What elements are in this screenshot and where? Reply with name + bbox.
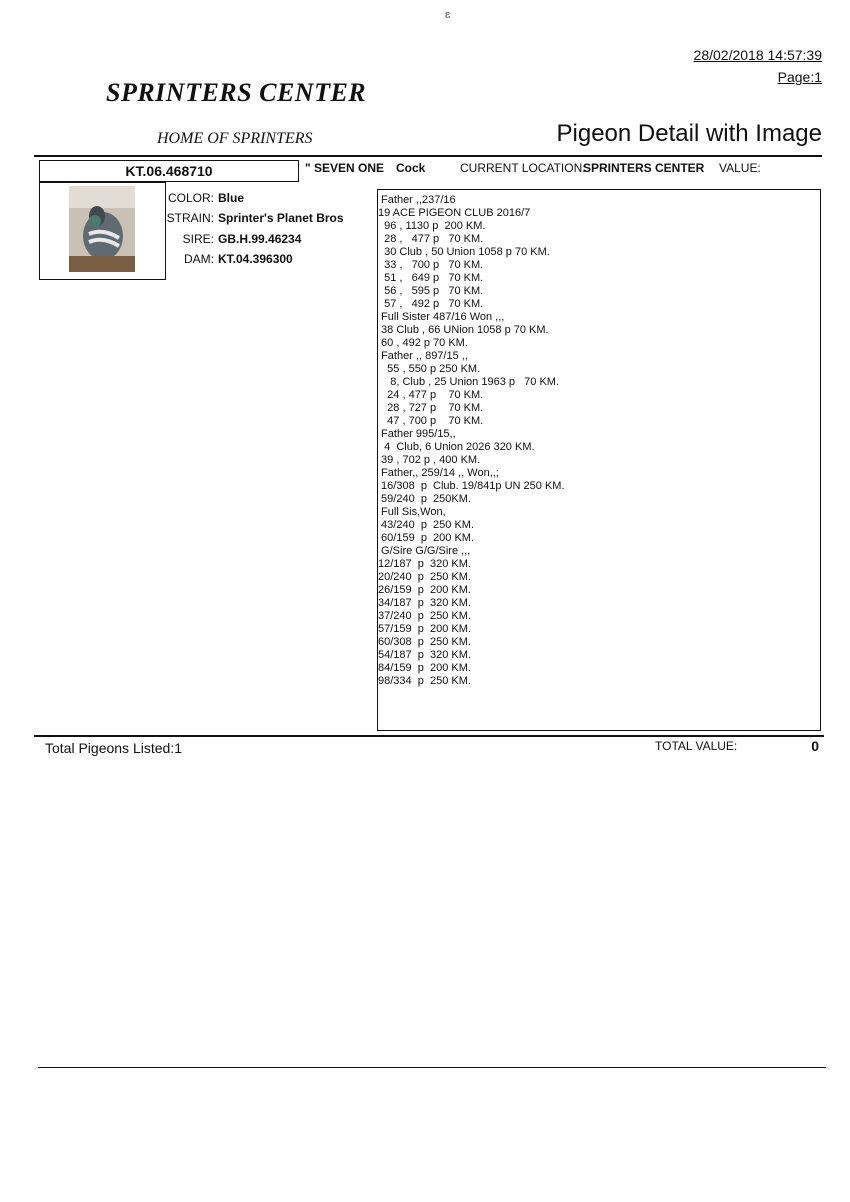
performance-notes-box: [377, 189, 821, 731]
report-title: Pigeon Detail with Image: [556, 120, 822, 147]
strain-label: STRAIN:: [166, 211, 214, 225]
note-line: 16/308 p Club. 19/841p UN 250 KM.: [378, 480, 565, 492]
note-line: 24 , 477 p 70 KM.: [378, 389, 484, 401]
note-line: 43/240 p 250 KM.: [378, 519, 475, 531]
total-value-label: TOTAL VALUE:: [655, 739, 738, 753]
pigeon-sex: Cock: [396, 161, 426, 175]
note-line: 38 Club , 66 UNion 1058 p 70 KM.: [378, 324, 549, 336]
note-line: 96 , 1130 p 200 KM.: [378, 220, 486, 232]
company-name: SPRINTERS CENTER: [106, 78, 367, 107]
footer-divider: [38, 1067, 826, 1068]
total-pigeons-listed: Total Pigeons Listed:1: [45, 740, 182, 756]
value-label: VALUE:: [719, 161, 761, 175]
note-line: 12/187 p 320 KM.: [378, 558, 471, 570]
note-line: 26/159 p 200 KM.: [378, 584, 471, 596]
color-label: COLOR:: [167, 191, 214, 205]
note-line: 37/240 p 250 KM.: [378, 610, 471, 622]
report-datetime: 28/02/2018 14:57:39: [693, 47, 822, 63]
note-line: 60/159 p 200 KM.: [378, 532, 475, 544]
page-number: Page:1: [777, 69, 822, 85]
note-line: 33 , 700 p 70 KM.: [378, 259, 484, 271]
note-line: 4 Club, 6 Union 2026 320 KM.: [378, 441, 535, 453]
note-line: 39 , 702 p , 400 KM.: [378, 454, 481, 466]
location-label: CURRENT LOCATION:: [460, 161, 586, 175]
note-line: 55 , 550 p 250 KM.: [378, 363, 481, 375]
dam-label: DAM:: [184, 252, 214, 266]
note-line: 60 , 492 p 70 KM.: [378, 337, 468, 349]
note-line: 30 Club , 50 Union 1058 p 70 KM.: [378, 246, 550, 258]
scan-mark: ꮛ: [445, 6, 451, 21]
note-line: 28 , 727 p 70 KM.: [378, 402, 484, 414]
note-line: 51 , 649 p 70 KM.: [378, 272, 484, 284]
summary-divider: [34, 735, 824, 737]
note-line: 19 ACE PIGEON CLUB 2016/7: [378, 207, 531, 219]
note-line: 84/159 p 200 KM.: [378, 662, 471, 674]
ring-number: KT.06.468710: [39, 160, 299, 182]
dam-value: KT.04.396300: [218, 252, 293, 266]
note-line: 47 , 700 p 70 KM.: [378, 415, 484, 427]
note-line: 34/187 p 320 KM.: [378, 597, 471, 609]
strain-value: Sprinter's Planet Bros: [218, 211, 344, 225]
note-line: 8, Club , 25 Union 1963 p 70 KM.: [378, 376, 559, 388]
company-tagline: HOME OF SPRINTERS: [157, 130, 313, 147]
note-line: G/Sire G/G/Sire ,,,: [378, 545, 471, 557]
note-line: Father,, 259/14 ,, Won,,;: [378, 467, 499, 479]
note-line: Full Sis,Won,: [378, 506, 446, 518]
note-line: Father ,,237/16: [378, 194, 456, 206]
note-line: 56 , 595 p 70 KM.: [378, 285, 484, 297]
note-line: 54/187 p 320 KM.: [378, 649, 471, 661]
note-line: 59/240 p 250KM.: [378, 493, 471, 505]
note-line: Father 995/15,,: [378, 428, 456, 440]
color-value: Blue: [218, 191, 245, 205]
note-line: 57 , 492 p 70 KM.: [378, 298, 484, 310]
sire-label: SIRE:: [182, 232, 214, 246]
note-line: 57/159 p 200 KM.: [378, 623, 471, 635]
note-line: Full Sister 487/16 Won ,,,: [378, 311, 505, 323]
sire-value: GB.H.99.46234: [218, 232, 302, 246]
pigeon-name: " SEVEN ONE: [305, 161, 385, 175]
note-line: 20/240 p 250 KM.: [378, 571, 471, 583]
note-line: 98/334 p 250 KM.: [378, 675, 471, 687]
location-value: SPRINTERS CENTER: [583, 161, 705, 175]
note-line: 28 , 477 p 70 KM.: [378, 233, 484, 245]
header-divider: [34, 155, 822, 157]
note-line: Father ,, 897/15 ,,: [378, 350, 468, 362]
total-value: 0: [811, 738, 819, 754]
note-line: 60/308 p 250 KM.: [378, 636, 471, 648]
